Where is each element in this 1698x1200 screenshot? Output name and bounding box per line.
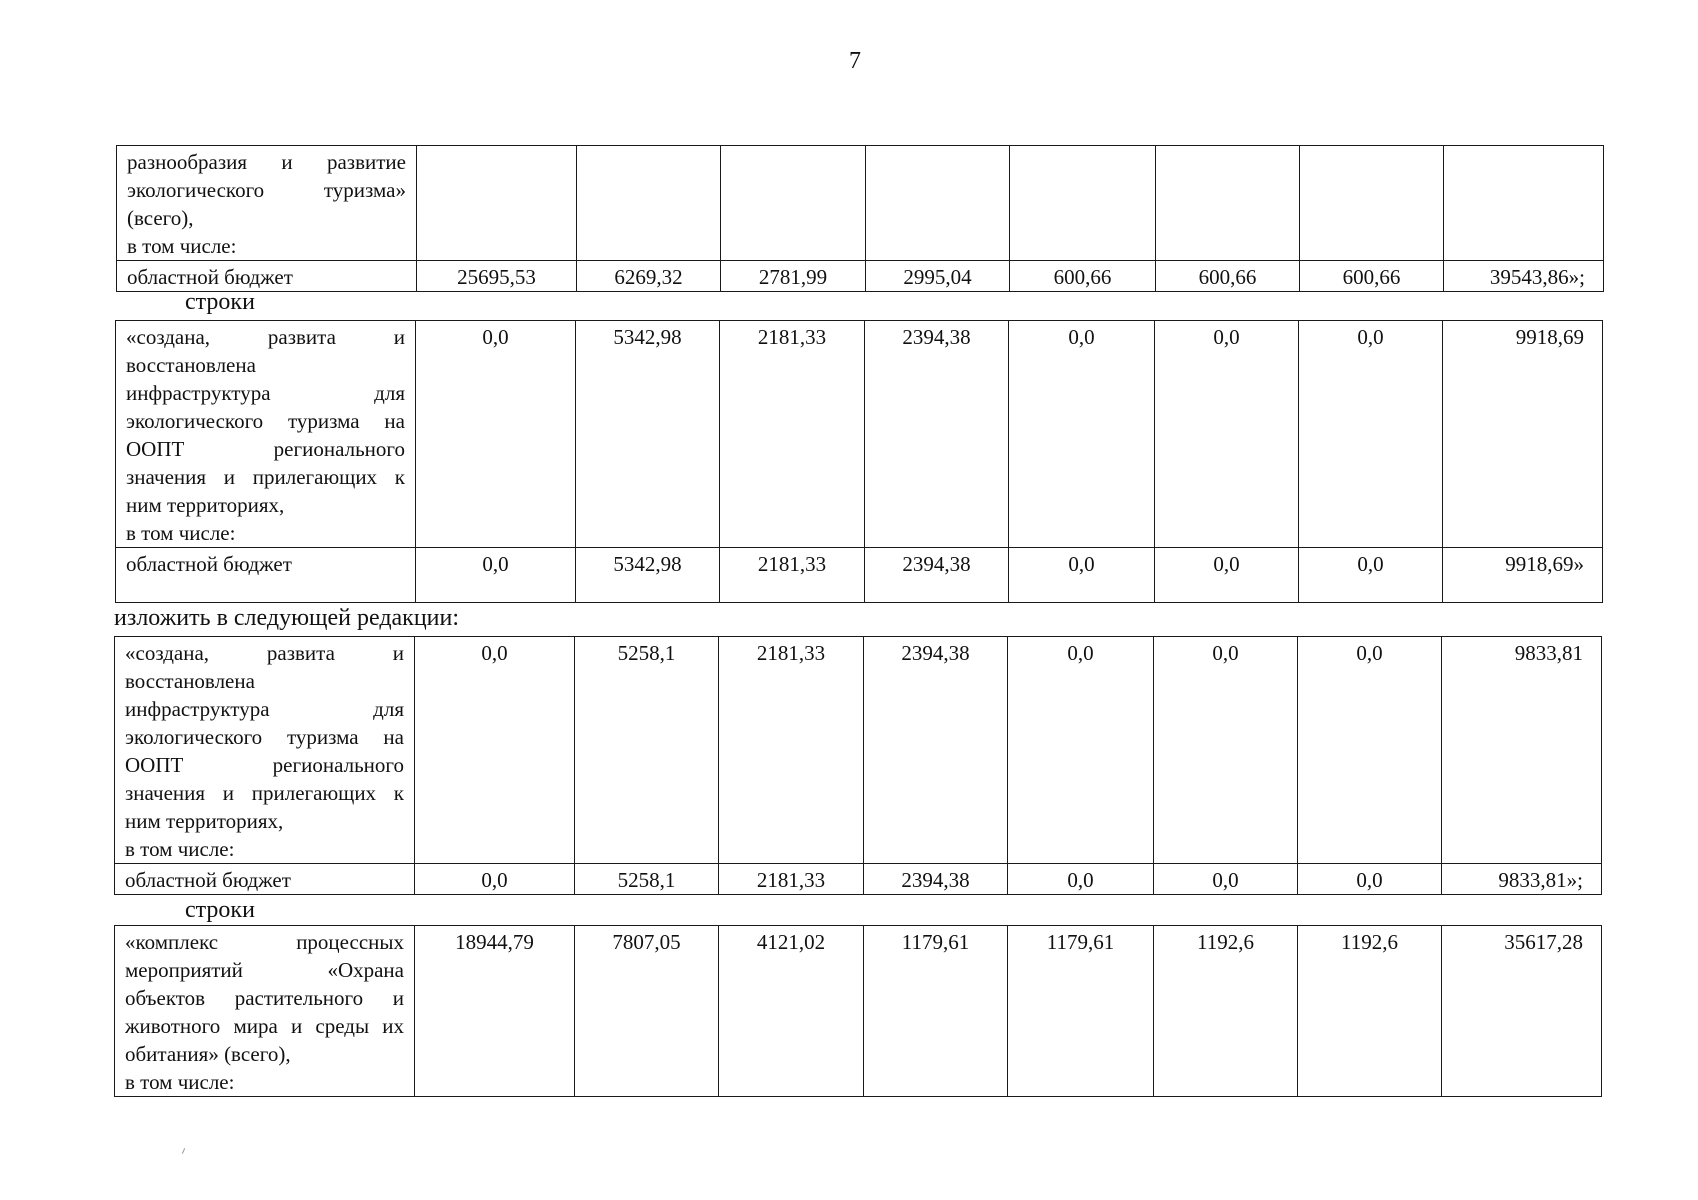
row-label: областной бюджет — [117, 261, 417, 292]
value-cell: 18944,79 — [415, 926, 575, 1097]
value-cell: 39543,86»; — [1444, 261, 1604, 292]
separator-text: строки — [185, 897, 255, 923]
value-cell: 5258,1 — [575, 637, 719, 864]
value-cell: 2181,33 — [720, 548, 865, 603]
scan-artifact — [182, 1148, 185, 1154]
table-row — [115, 864, 1602, 895]
value-cell: 2394,38 — [865, 548, 1009, 603]
row-label: областной бюджет — [116, 548, 416, 603]
value-cell: 0,0 — [1298, 637, 1442, 864]
value-cell: 0,0 — [416, 321, 576, 548]
value-cell: 0,0 — [415, 637, 575, 864]
value-cell: 1179,61 — [1008, 926, 1154, 1097]
value-cell: 2181,33 — [720, 321, 865, 548]
value-cell: 2781,99 — [721, 261, 866, 292]
value-cell: 600,66 — [1300, 261, 1444, 292]
value-cell — [1156, 146, 1300, 261]
value-cell: 0,0 — [1299, 321, 1443, 548]
value-cell — [1444, 146, 1604, 261]
value-cell: 0,0 — [1008, 864, 1154, 895]
value-cell: 600,66 — [1156, 261, 1300, 292]
row-label: «комплекс процессных мероприятий «Охрана объектов растительного и животного мира и среды их обитания» (всего), в том числе: — [115, 926, 415, 1097]
table-row — [117, 146, 1604, 261]
row-label: «создана, развита и восстановлена инфраструктура для экологического туризма на ООПТ регионального значения и прилегающих к ним территориях, в том числе: — [116, 321, 416, 548]
value-cell: 0,0 — [1009, 548, 1155, 603]
value-cell: 0,0 — [416, 548, 576, 603]
value-cell: 0,0 — [1154, 864, 1298, 895]
table-block-1 — [116, 145, 1604, 292]
value-cell: 5258,1 — [575, 864, 719, 895]
value-cell: 7807,05 — [575, 926, 719, 1097]
value-cell: 0,0 — [1155, 321, 1299, 548]
separator-text: изложить в следующей редакции: — [114, 605, 460, 631]
table-row — [117, 261, 1604, 292]
value-cell — [866, 146, 1010, 261]
table-block-2 — [115, 320, 1603, 603]
budget-table-4 — [114, 925, 1602, 1097]
table-block-4 — [114, 925, 1602, 1097]
value-cell: 5342,98 — [576, 321, 720, 548]
value-cell: 9833,81 — [1442, 637, 1602, 864]
budget-table-1 — [116, 145, 1604, 292]
value-cell: 6269,32 — [577, 261, 721, 292]
table-row — [115, 637, 1602, 864]
value-cell: 35617,28 — [1442, 926, 1602, 1097]
row-label: областной бюджет — [115, 864, 415, 895]
table-row — [116, 321, 1603, 548]
value-cell: 0,0 — [1299, 548, 1443, 603]
value-cell: 1192,6 — [1298, 926, 1442, 1097]
value-cell: 2181,33 — [719, 864, 864, 895]
value-cell: 5342,98 — [576, 548, 720, 603]
budget-table-2 — [115, 320, 1603, 603]
table-block-3 — [114, 636, 1602, 895]
value-cell: 1192,6 — [1154, 926, 1298, 1097]
value-cell: 0,0 — [1008, 637, 1154, 864]
value-cell: 25695,53 — [417, 261, 577, 292]
value-cell: 2181,33 — [719, 637, 864, 864]
value-cell — [1300, 146, 1444, 261]
value-cell — [577, 146, 721, 261]
value-cell — [417, 146, 577, 261]
value-cell: 0,0 — [415, 864, 575, 895]
value-cell: 0,0 — [1155, 548, 1299, 603]
value-cell: 1179,61 — [864, 926, 1008, 1097]
separator-text: строки — [185, 289, 255, 315]
row-label: «создана, развита и восстановлена инфраструктура для экологического туризма на ООПТ регионального значения и прилегающих к ним территориях, в том числе: — [115, 637, 415, 864]
value-cell — [1010, 146, 1156, 261]
value-cell: 2394,38 — [864, 864, 1008, 895]
row-label: разнообразия и развитие экологического туризма» (всего), в том числе: — [117, 146, 417, 261]
value-cell: 2394,38 — [864, 637, 1008, 864]
budget-table-3 — [114, 636, 1602, 895]
value-cell: 4121,02 — [719, 926, 864, 1097]
table-row — [115, 926, 1602, 1097]
value-cell: 9918,69 — [1443, 321, 1603, 548]
value-cell: 2995,04 — [866, 261, 1010, 292]
page-number: 7 — [849, 48, 861, 74]
value-cell — [721, 146, 866, 261]
value-cell: 600,66 — [1010, 261, 1156, 292]
table-row — [116, 548, 1603, 603]
value-cell: 0,0 — [1154, 637, 1298, 864]
value-cell: 9833,81»; — [1442, 864, 1602, 895]
value-cell: 0,0 — [1009, 321, 1155, 548]
value-cell: 0,0 — [1298, 864, 1442, 895]
value-cell: 9918,69» — [1443, 548, 1603, 603]
value-cell: 2394,38 — [865, 321, 1009, 548]
